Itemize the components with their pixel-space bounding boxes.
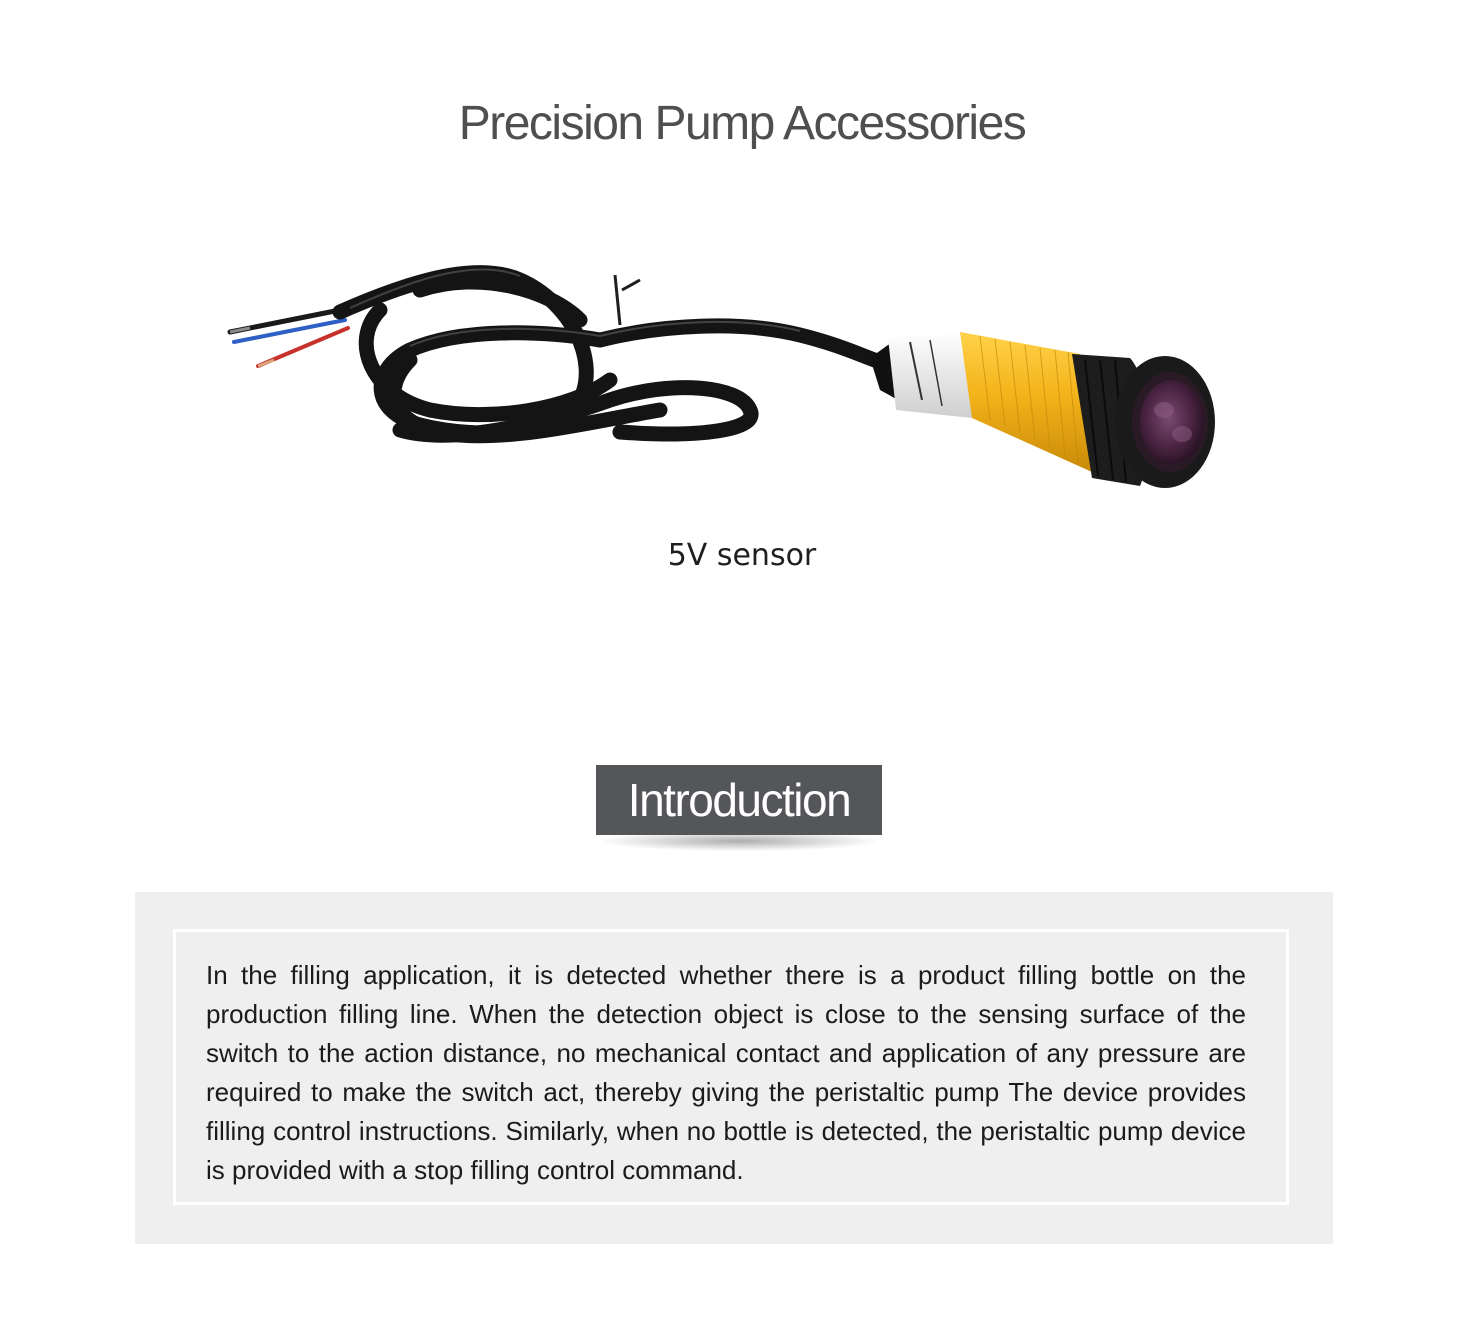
- cable-tie: [615, 275, 640, 325]
- description-panel: [135, 892, 1333, 1244]
- product-caption: 5V sensor: [667, 538, 817, 573]
- cable-coil: [340, 273, 880, 436]
- description-text: In the filling application, it is detected whether there is a product filling bottle on the production filling line. When the detection object is close to the sensing surface of the switch to the action distance, no mechanical contact and application of any pressure are required to make the switch act, thereby giving the peristaltic pump The device provides filling control instructions. Similarly, when no bottle is detected, the peristaltic pump device is provided with a stop filling control command.: [206, 960, 1246, 1185]
- introduction-heading: Introduction: [596, 765, 882, 835]
- description-frame: [173, 929, 1289, 1205]
- introduction-banner: [596, 765, 882, 855]
- photoelectric-sensor-image: [220, 250, 1230, 510]
- wire-ends: [230, 310, 348, 366]
- sensor-body: [870, 332, 1215, 488]
- page-title: Precision Pump Accessories: [458, 97, 1026, 150]
